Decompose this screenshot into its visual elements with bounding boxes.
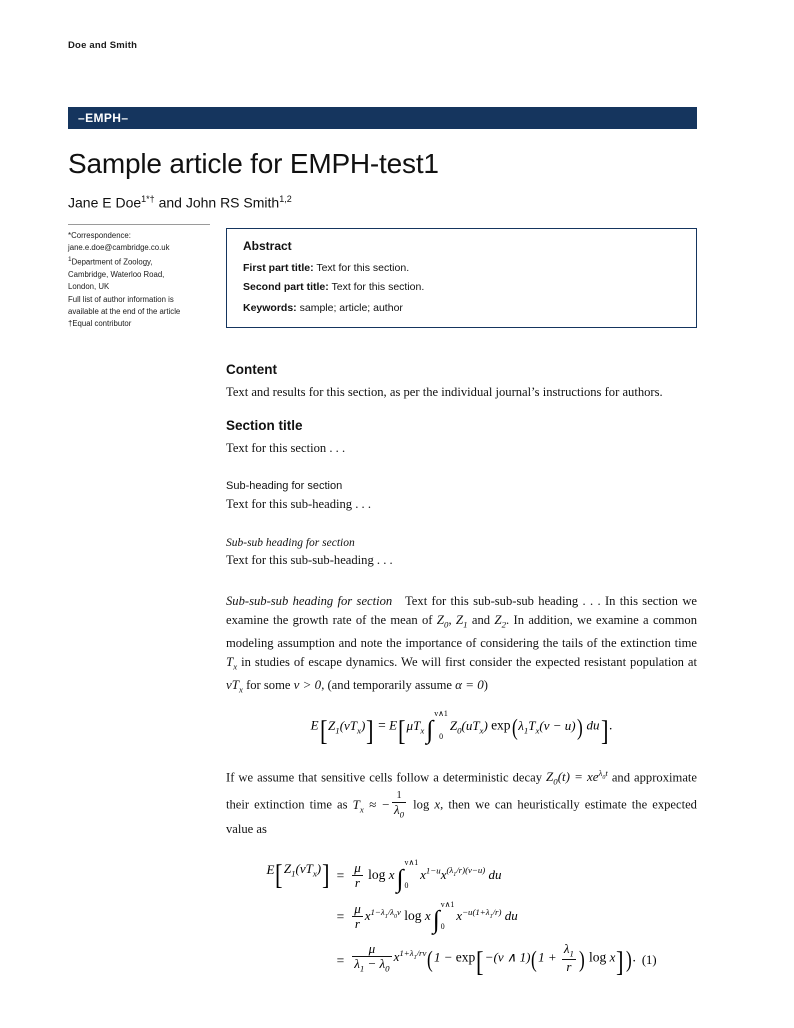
- author-list: [68, 194, 697, 211]
- equation-row-2-lhs: [263, 897, 333, 937]
- author-info-note-line1: Full list of author information is: [68, 294, 174, 304]
- correspondence-email[interactable]: jane.e.doe@cambridge.co.uk: [68, 243, 170, 253]
- correspondence-block: *Correspondence: jane.e.doe@cambridge.co.uk $^1$Department of Zoology, Cambridge, Waterloo Road, London, UK Full list of author information is available at the end of the article †Equal contributor: [68, 230, 214, 330]
- correspondence-divider: [68, 224, 210, 225]
- equation-row-3-lhs: [263, 937, 333, 985]
- author-info-note-line2: available at the end of the article: [68, 306, 181, 316]
- equation-row-2-tag: [639, 897, 660, 937]
- equation-row-3-relation: =: [336, 952, 345, 968]
- equation-row-2-relation: =: [336, 908, 345, 924]
- paragraph-content: Text and results for this section, as per the individual journal’s instructions for authors.: [226, 385, 663, 399]
- affiliation-address: Cambridge, Waterloo Road,: [68, 270, 165, 280]
- abstract-keywords: [243, 302, 683, 314]
- affiliation-department: Department of Zoology,: [71, 258, 153, 267]
- author-two-name: John RS Smith: [185, 194, 280, 211]
- running-head: Doe and Smith: [68, 40, 138, 51]
- paragraph-sub-section: Text for this sub-heading . . .: [226, 497, 371, 512]
- heading-sub-sub-sub-section: Sub-sub-sub heading for section: [226, 594, 393, 609]
- equation-array: [263, 855, 659, 985]
- equation-row-3: [263, 937, 659, 985]
- equation-row-3-rhs: $\frac{\mu}{\lambda_1 - \lambda_0}$ $x^{1+\lambda_1/rv}(1 - \exp[-(v$ ∧ 1)(1 + $\frac{\lambda_1}{r}$ ) log x]).: [354, 940, 636, 979]
- paragraph-sub-sub-sub-section: Sub-sub-sub heading for section Text for this sub-sub-sub heading . . . In this section we examine the growth rate of the mean of $Z_0$, $Z_1$ and $Z_2$. In addition, we examine a common modeling assumption and note the importance of considering the tails of the extinction time $T_x$ in studies of escape dynamics. We will first consider the expected resistant population at $vT_x$ for some v > 0, (and temporarily assume α = 0): [226, 594, 698, 695]
- equation-row-3-tag: (1): [641, 953, 657, 968]
- heading-sub-section: Sub-heading for section: [226, 480, 343, 493]
- journal-band-label: –EMPH–: [78, 111, 129, 125]
- abstract-part-two: [243, 281, 683, 293]
- abstract-keywords-label: Keywords:: [243, 302, 297, 314]
- equal-contributor-note: Equal contributor: [72, 319, 132, 329]
- equation-row-1: [263, 855, 659, 897]
- equation-display-1: $E[Z_1(vT_x)] = E[\mu T_x\int$ v∧1 0 $Z_0(uT_x) \exp(\lambda_1T_x(v - u))$ du].: [310, 709, 613, 747]
- abstract-part-one: [243, 262, 683, 274]
- equation-row-1-relation: =: [336, 867, 345, 883]
- equation-row-1-lhs: $E[Z_1(vT_x)]$: [266, 859, 330, 891]
- journal-band: [68, 107, 697, 129]
- equation-row-2-rhs: $\frac{\mu}{r}$ $x^{1-\lambda_1/\lambda_0v}$ log x∫ v∧1 0 $x^{-u(1+\lambda_1/r)}$ du: [354, 899, 518, 935]
- author-one-affiliation-marker: 1*†: [141, 194, 155, 204]
- author-one-name: Jane E Doe: [68, 194, 142, 211]
- abstract-part-one-label: First part title:: [243, 262, 314, 274]
- heading-sub-sub-section: Sub-sub heading for section: [226, 536, 355, 549]
- paragraph-section: Text for this section . . .: [226, 440, 346, 455]
- page-title: Sample article for EMPH-test1: [68, 148, 439, 179]
- abstract-box: [226, 228, 697, 328]
- affiliation-marker: 1: [68, 256, 72, 264]
- abstract-part-two-text: Text for this section.: [328, 281, 425, 293]
- equation-row-1-rhs: $\frac{\mu}{r}$ log x∫ v∧1 0 $x^{1-u}x^{(\lambda_1/r)(v-u)}$ du: [354, 858, 502, 893]
- paragraph-after-equation: If we assume that sensitive cells follow a deterministic decay $Z_0(t) = xe^{\lambda_0t}$ and approximate their extinction time as $T_x$ ≈ − $\frac{1}{\lambda_0}$ log x, then we can heuristically estimate the expected value as: [226, 767, 697, 837]
- paragraph-sub-sub-section: Text for this sub-sub-heading . . .: [226, 552, 393, 567]
- equation-row-1-tag: [639, 855, 660, 897]
- equation-row-2: [263, 897, 659, 937]
- equal-contributor-marker: †: [68, 319, 73, 329]
- main-body: [226, 362, 697, 984]
- author-conjunction: and: [154, 194, 186, 211]
- abstract-keywords-text: sample; article; author: [296, 302, 403, 314]
- abstract-part-one-text: Text for this section.: [313, 262, 410, 274]
- correspondence-label: Correspondence:: [71, 231, 131, 240]
- affiliation-city: London, UK: [68, 282, 110, 292]
- heading-section-title: Section title: [226, 417, 303, 433]
- abstract-heading: Abstract: [243, 239, 292, 253]
- abstract-part-two-label: Second part title:: [243, 281, 329, 293]
- author-two-affiliation-marker: 1,2: [279, 194, 292, 204]
- heading-content: Content: [226, 362, 277, 377]
